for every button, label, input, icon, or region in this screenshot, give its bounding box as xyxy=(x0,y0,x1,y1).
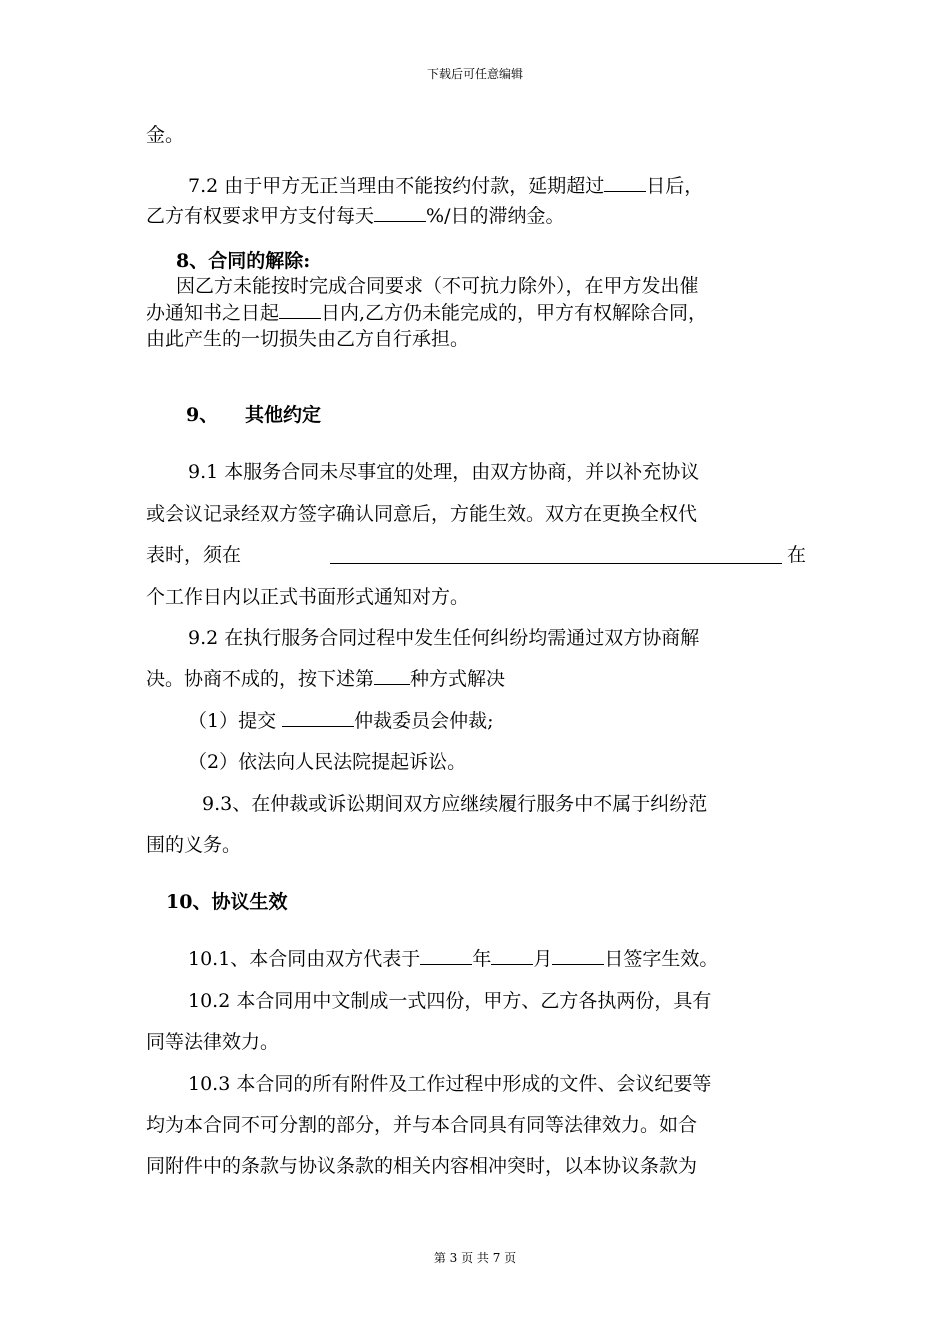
text-segment: %/日的滞纳金。 xyxy=(426,205,565,227)
text-line xyxy=(146,203,564,229)
text-segment: 9.3、在仲裁或诉讼期间双方应继续履行服务中不属于纠纷范 xyxy=(202,793,708,815)
page-header: 下载后可任意编辑 xyxy=(426,67,523,81)
text-segment: 月 xyxy=(533,948,553,970)
text-segment: 10.2 本合同用中文制成一式四份，甲方、乙方各执两份，具有 xyxy=(188,990,712,1012)
clause-10-1 xyxy=(188,946,718,972)
text-segment: 年 xyxy=(472,948,492,970)
text-segment: 个工作日内以正式书面形式通知对方。 xyxy=(146,586,470,608)
text-line xyxy=(146,1153,697,1179)
text-segment: 10.3 本合同的所有附件及工作过程中形成的文件、会议纪要等 xyxy=(188,1073,712,1095)
text-line xyxy=(146,542,241,568)
text-segment: 9.1 本服务合同未尽事宜的处理，由双方协商，并以补充协议 xyxy=(188,461,700,483)
text-segment: 同附件中的条款与协议条款的相关内容相冲突时，以本协议条款为 xyxy=(146,1155,698,1177)
text-segment: 日签字生效。 xyxy=(604,948,719,970)
text-segment: 办通知书之日起 xyxy=(146,302,280,324)
fill-blank xyxy=(330,545,782,564)
text-segment: 金。 xyxy=(146,124,185,146)
section-9-number: 9、 xyxy=(186,404,219,426)
text-segment: 日后， xyxy=(646,175,704,197)
fill-blank xyxy=(279,300,321,319)
clause-9-3 xyxy=(202,791,707,817)
text-segment: 在 xyxy=(787,544,807,566)
text-line xyxy=(146,300,707,326)
text-segment: 因乙方未能按时完成合同要求（不可抗力除外），在甲方发出催 xyxy=(176,275,699,297)
text-segment: 仲裁委员会仲裁; xyxy=(354,710,494,732)
text-line xyxy=(176,273,699,299)
clause-10-2 xyxy=(188,988,711,1014)
text-segment: 围的义务。 xyxy=(146,834,242,856)
text-segment: 表时，须在 xyxy=(146,544,242,566)
text-segment: 乙方有权要求甲方支付每天 xyxy=(146,205,375,227)
text-line xyxy=(146,832,241,858)
page-number: 第 3 页 共 7 页 xyxy=(433,1251,517,1265)
fill-blank xyxy=(420,946,472,965)
section-8-heading: 8、合同的解除: xyxy=(176,250,311,272)
text-segment: 同等法律效力。 xyxy=(146,1031,280,1053)
text-segment: 由此产生的一切损失由乙方自行承担。 xyxy=(146,328,470,350)
text-segment: （2）依法向人民法院提起诉讼。 xyxy=(188,751,467,773)
text-segment: 决。协商不成的，按下述第 xyxy=(146,668,375,690)
fill-blank xyxy=(282,708,354,727)
text-segment: （1）提交 xyxy=(188,710,277,732)
text-segment: 9.2 在执行服务合同过程中发生任何纠纷均需通过双方协商解 xyxy=(188,627,700,649)
option-2 xyxy=(188,749,466,775)
text-segment: 均为本合同不可分割的部分，并与本合同具有同等法律效力。如合 xyxy=(146,1114,698,1136)
text-line xyxy=(146,122,184,148)
clause-7-2 xyxy=(188,173,703,199)
option-1 xyxy=(188,708,494,734)
section-9-heading: 其他约定 xyxy=(245,404,322,426)
clause-10-3 xyxy=(188,1071,711,1097)
section-10-heading: 10、协议生效 xyxy=(166,891,288,913)
clause-9-2 xyxy=(188,625,699,651)
text-segment: 10.1、本合同由双方代表于 xyxy=(188,948,421,970)
text-line xyxy=(146,501,697,527)
text-line xyxy=(146,584,469,610)
text-segment: 或会议记录经双方签字确认同意后，方能生效。双方在更换全权代 xyxy=(146,503,698,525)
text-line xyxy=(146,1112,697,1138)
clause-9-1 xyxy=(188,459,699,485)
fill-blank xyxy=(552,946,604,965)
text-segment: 7.2 由于甲方无正当理由不能按约付款，延期超过 xyxy=(188,175,605,197)
text-line xyxy=(146,1029,279,1055)
text-line xyxy=(146,326,469,352)
text-segment: 种方式解决 xyxy=(410,668,506,690)
fill-blank xyxy=(374,203,426,222)
text-line xyxy=(146,666,505,692)
text-segment: 日内,乙方仍未能完成的，甲方有权解除合同， xyxy=(321,302,708,324)
fill-blank xyxy=(604,173,646,192)
text-line xyxy=(787,542,806,568)
fill-blank xyxy=(374,666,410,685)
fill-blank xyxy=(491,946,533,965)
